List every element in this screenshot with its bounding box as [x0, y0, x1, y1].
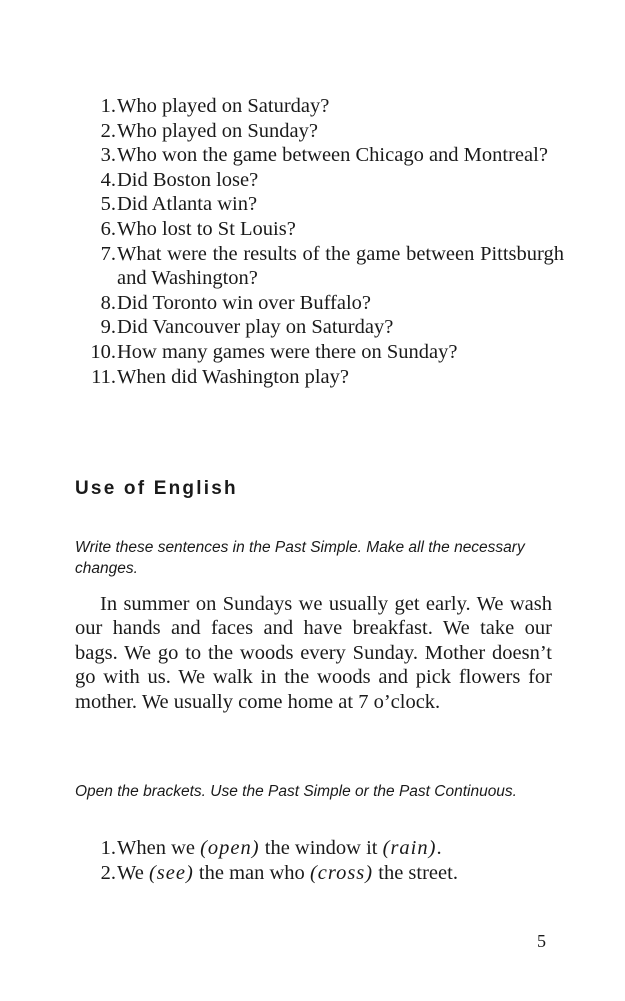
item-number: 11. — [91, 365, 116, 388]
list-item — [74, 242, 564, 291]
item-number: 8. — [100, 291, 116, 314]
item-text: Who played on Saturday? — [117, 95, 330, 117]
list-item — [74, 340, 564, 365]
item-text: Who played on Sunday? — [117, 119, 318, 142]
item-number: 1. — [100, 95, 116, 117]
item-text: Did Toronto win over Buffalo? — [117, 291, 372, 314]
item-text: What were the results of the game between Pittsburgh and Washington? — [117, 242, 564, 290]
item-number: 2. — [100, 119, 116, 142]
exercise-paragraph: In summer on Sundays we usually get early. We wash our hands and faces and have breakfast. We take our bags. We go to the woods every Sunday. Mother doesn’t go with us. We walk in the woods and pick flowers for mother. We usually come home at 7 o’clock. — [75, 593, 552, 713]
verb-prompt: (cross) — [309, 861, 374, 884]
exercise-instruction: Open the brackets. Use the Past Simple or the Past Continuous. — [75, 783, 517, 800]
list-item — [74, 192, 564, 217]
list-item — [74, 291, 564, 316]
list-item — [74, 143, 564, 168]
list-item — [74, 365, 564, 390]
item-number: 7. — [100, 242, 116, 265]
item-number: 6. — [100, 217, 116, 240]
item-text: Who lost to St Louis? — [117, 217, 296, 240]
item-text: When we (open) the window it (rain). — [117, 837, 442, 859]
section-heading: Use of English — [75, 478, 238, 499]
item-number: 5. — [100, 193, 116, 216]
item-number: 9. — [100, 316, 116, 339]
item-text: When did Washington play? — [117, 365, 349, 388]
verb-prompt: (open) — [200, 837, 260, 859]
item-text: We (see) the man who (cross) the street. — [117, 861, 458, 884]
item-number: 10. — [90, 340, 116, 363]
list-item — [74, 94, 564, 119]
list-item — [74, 315, 564, 340]
item-number: 2. — [100, 861, 116, 884]
list-item — [74, 836, 564, 861]
question-list — [74, 94, 564, 389]
list-item — [74, 217, 564, 242]
item-text: Who won the game between Chicago and Montreal? — [117, 144, 548, 167]
list-item — [74, 168, 564, 193]
item-text: Did Atlanta win? — [117, 193, 258, 216]
item-text: Did Boston lose? — [117, 168, 259, 191]
list-item — [74, 861, 564, 886]
verb-prompt: (see) — [148, 861, 194, 884]
page-number: 5 — [537, 931, 546, 951]
list-item — [74, 119, 564, 144]
item-number: 4. — [100, 168, 116, 191]
verb-prompt: (rain) — [382, 837, 437, 859]
exercise-list — [74, 836, 564, 885]
item-number: 3. — [100, 144, 116, 167]
item-number: 1. — [100, 837, 116, 859]
item-text: How many games were there on Sunday? — [117, 340, 458, 363]
item-text: Did Vancouver play on Saturday? — [117, 316, 394, 339]
exercise-instruction: Write these sentences in the Past Simple. Make all the necessary changes. — [75, 539, 525, 577]
